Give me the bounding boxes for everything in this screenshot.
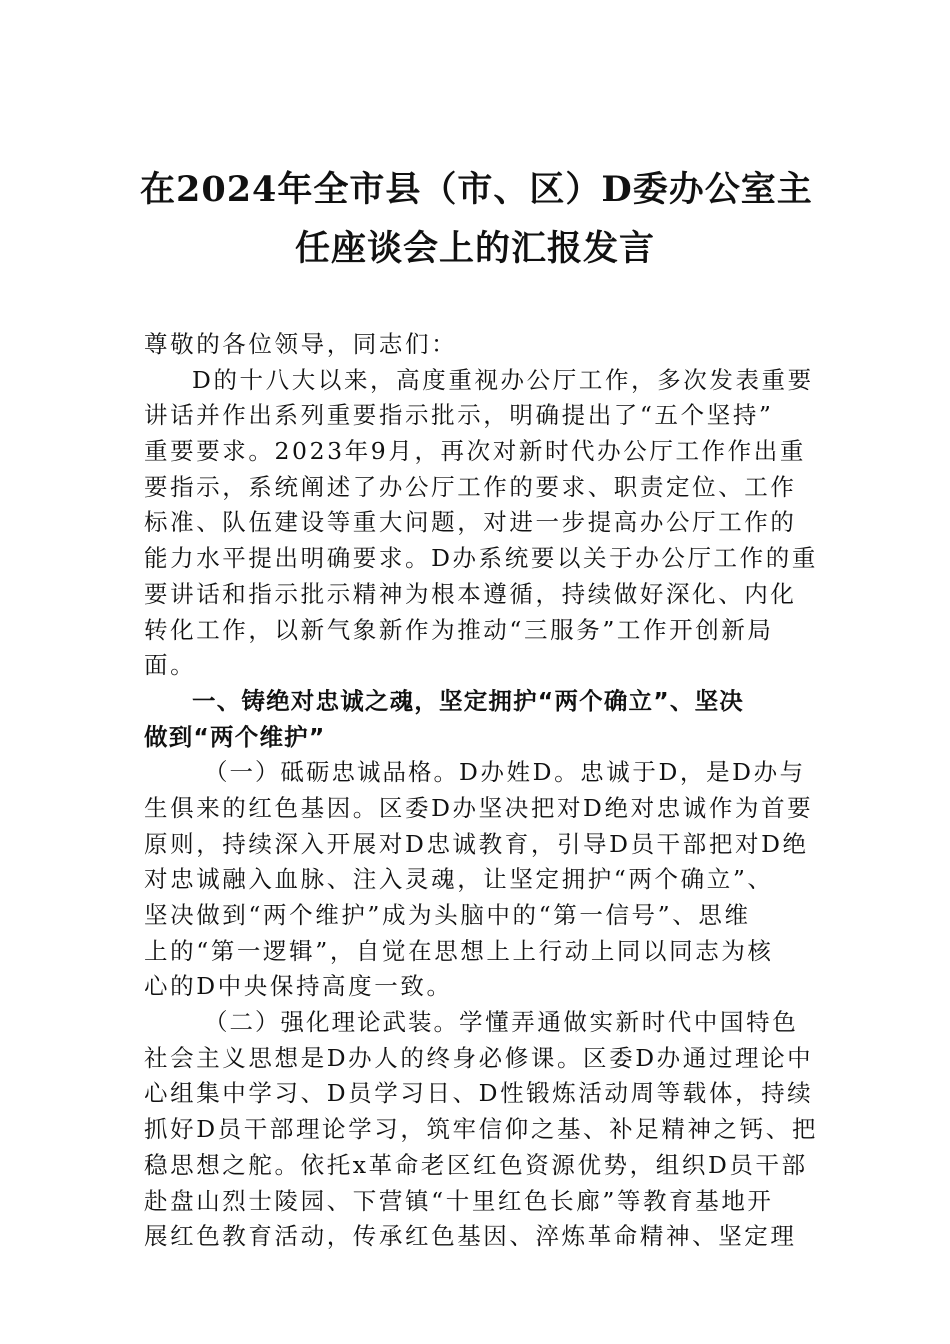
document-title	[140, 160, 813, 278]
title-line-2: 任座谈会上的汇报发言	[294, 228, 655, 269]
subsection-line: 展红色教育活动，传承红色基因、淬炼革命精神、坚定理	[144, 1222, 797, 1251]
section-heading: 做到“两个维护”	[144, 722, 326, 751]
intro-line: 能力水平提出明确要求。D办系统要以关于办公厅工作的重	[144, 544, 818, 573]
subsection-line: 心组集中学习、D员学习日、D性锻炼活动周等载体，持续	[144, 1079, 814, 1108]
document-body	[144, 327, 818, 1255]
subsection-2-first-line	[144, 1005, 808, 1041]
subsection-line: 稳思想之舵。依托x革命老区红色资源优势，组织D员干部	[144, 1150, 808, 1179]
intro-line: 标准、队伍建设等重大问题，对进一步提高办公厅工作的	[144, 508, 797, 537]
subsection-label: （二）强化理论武装。	[204, 1008, 459, 1037]
subsection-line: 生俱来的红色基因。区委D办坚决把对D绝对忠诚作为首要	[144, 793, 814, 822]
subsection-line: 社会主义思想是D办人的终身必修课。区委D办通过理论中	[144, 1043, 814, 1072]
subsection-line: 赴盘山烈士陵园、下营镇“十里红色长廊”等教育基地开	[144, 1186, 774, 1215]
subsection-text: 学懂弄通做实新时代中国特色	[459, 1008, 799, 1037]
intro-line: 要指示，系统阐述了办公厅工作的要求、职责定位、工作	[144, 472, 797, 501]
subsection-line: 原则，持续深入开展对D忠诚教育，引导D员干部把对D绝	[144, 829, 809, 858]
intro-line: 讲话并作出系列重要指示批示，明确提出了“五个坚持”	[144, 401, 774, 430]
subsection-line: 抓好D员干部理论学习，筑牢信仰之基、补足精神之钙、把	[144, 1115, 818, 1144]
intro-line: D的十八大以来，高度重视办公厅工作，多次发表重要	[192, 365, 814, 394]
intro-line: 转化工作，以新气象新作为推动“三服务”工作开创新局	[144, 615, 774, 644]
subsection-label: （一）砥砺忠诚品格。	[204, 758, 459, 787]
intro-line: 面。	[144, 651, 197, 680]
section-heading: 一、铸绝对忠诚之魂，坚定拥护“两个确立”、坚决	[192, 686, 744, 715]
subsection-line: 对忠诚融入血脉、注入灵魂，让坚定拥护“两个确立”、	[144, 865, 774, 894]
title-line-1: 在2024年全市县（市、区）D委办公室主	[140, 169, 813, 210]
subsection-line: 心的D中央保持高度一致。	[144, 972, 453, 1001]
intro-line: 要讲话和指示批示精神为根本遵循，持续做好深化、内化	[144, 579, 797, 608]
subsection-line: 上的“第一逻辑”，自觉在思想上上行动上同以同志为核	[144, 936, 774, 965]
intro-line: 重要要求。2023年9月，再次对新时代办公厅工作作出重	[144, 437, 806, 466]
subsection-line: 坚决做到“两个维护”成为头脑中的“第一信号”、思维	[144, 901, 751, 929]
subsection-1-first-line	[144, 755, 808, 791]
salutation: 尊敬的各位领导，同志们：	[144, 330, 458, 358]
subsection-text: D办姓D。忠诚于D，是D办与	[459, 758, 806, 787]
